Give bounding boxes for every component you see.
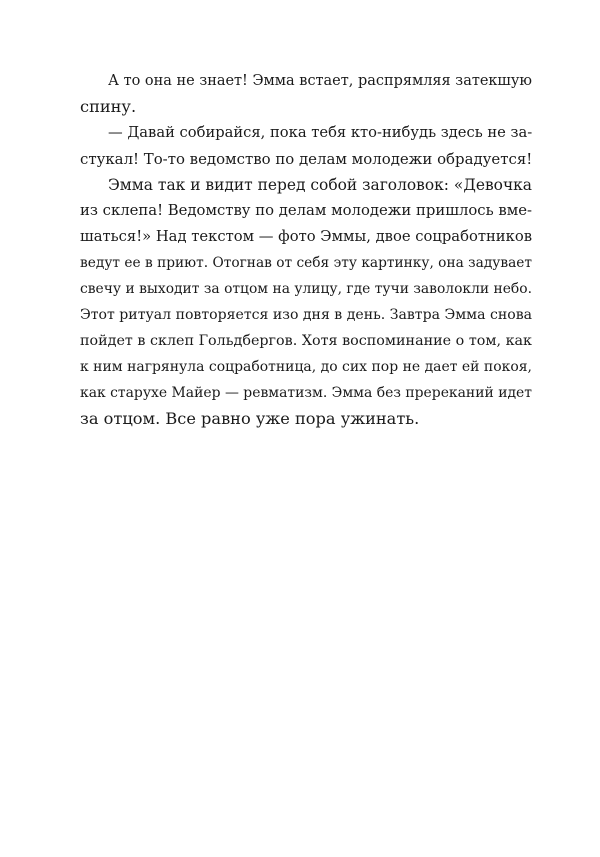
text-line: ведут ее в приют. Отогнав от себя эту картинку, она задувает (80, 255, 533, 271)
text-line: как старухе Майер — ревматизм. Эмма без пререканий идет (80, 385, 532, 401)
paragraph-1 (80, 68, 532, 120)
text-line: из склепа! Ведомству по делам молодежи пришлось вме- (80, 202, 532, 219)
text-line: Этот ритуал повторяется изо дня в день. Завтра Эмма снова (80, 307, 533, 323)
text-line: спину. (80, 97, 137, 116)
text-line: пойдет в склеп Гольдбергов. Хотя воспоминание о том, как (80, 333, 532, 349)
paragraph-3 (80, 172, 532, 432)
text-line: к ним нагрянула соцработница, до сих пор не дает ей покоя, (80, 359, 532, 375)
text-line: Эмма так и видит перед собой заголовок: «Девочка (108, 176, 532, 194)
paragraph-2 (80, 120, 532, 172)
text-line: А то она не знает! Эмма встает, распрямляя затекшую (108, 73, 532, 89)
text-line: за отцом. Все равно уже пора ужинать. (80, 409, 420, 428)
text-line: свечу и выходит за отцом на улицу, где тучи заволокли небо. (80, 281, 532, 297)
body-text (80, 68, 532, 432)
text-line: стукал! То-то ведомство по делам молодежи обрадуется! (80, 150, 533, 168)
text-line: шаться!» Над текстом — фото Эммы, двое соцработников (80, 228, 532, 245)
text-line: — Давай собирайся, пока тебя кто-нибудь здесь не за- (108, 124, 533, 141)
